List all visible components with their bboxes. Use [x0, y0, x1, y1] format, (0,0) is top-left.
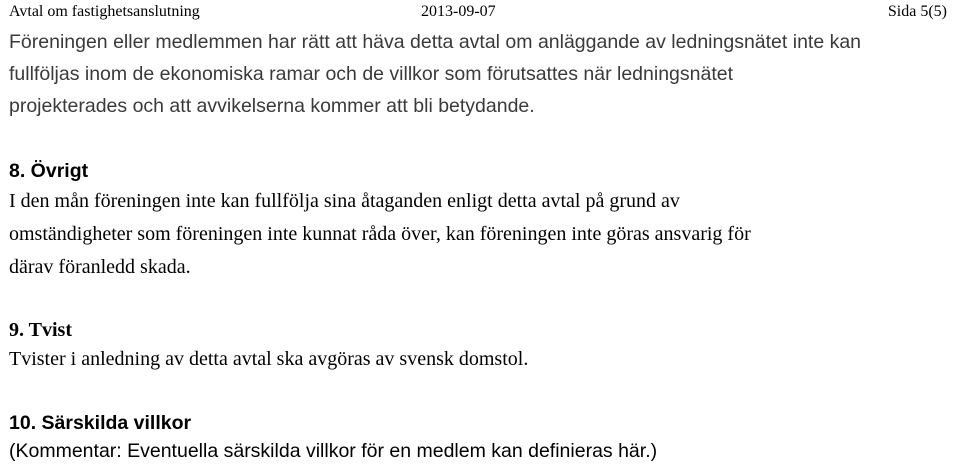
- section-10-paragraph: [9, 435, 954, 467]
- paragraph-line: fullföljas inom de ekonomiska ramar och de villkor som förutsattes när ledningsnätet: [9, 63, 734, 85]
- section-10-heading: 10. Särskilda villkor: [9, 412, 192, 434]
- section-9-paragraph: [9, 343, 954, 376]
- section-8-paragraph: [9, 185, 954, 284]
- paragraph-line: Tvister i anledning av detta avtal ska avgöras av svensk domstol.: [9, 348, 529, 370]
- section-8-heading: 8. Övrigt: [9, 160, 89, 182]
- section-9-heading: 9. Tvist: [9, 319, 72, 341]
- paragraph-line: projekterades och att avvikelserna kommer att bli betydande.: [9, 95, 535, 117]
- intro-paragraph: [9, 26, 954, 122]
- paragraph-line: Föreningen eller medlemmen har rätt att häva detta avtal om anläggande av ledningsnätet inte kan: [9, 31, 862, 53]
- paragraph-line: I den mån föreningen inte kan fullfölja sina åtaganden enligt detta avtal på grund av: [9, 190, 680, 212]
- page-header: [0, 0, 960, 24]
- document-date: 2013-09-07: [421, 3, 496, 20]
- paragraph-line: (Kommentar: Eventuella särskilda villkor för en medlem kan definieras här.): [9, 440, 658, 462]
- page-number: Sida 5(5): [887, 3, 947, 20]
- paragraph-line: omständigheter som föreningen inte kunnat råda över, kan föreningen inte göras ansvarig för: [9, 223, 751, 245]
- paragraph-line: därav föranledd skada.: [9, 256, 191, 278]
- document-title: Avtal om fastighetsanslutning: [9, 3, 200, 20]
